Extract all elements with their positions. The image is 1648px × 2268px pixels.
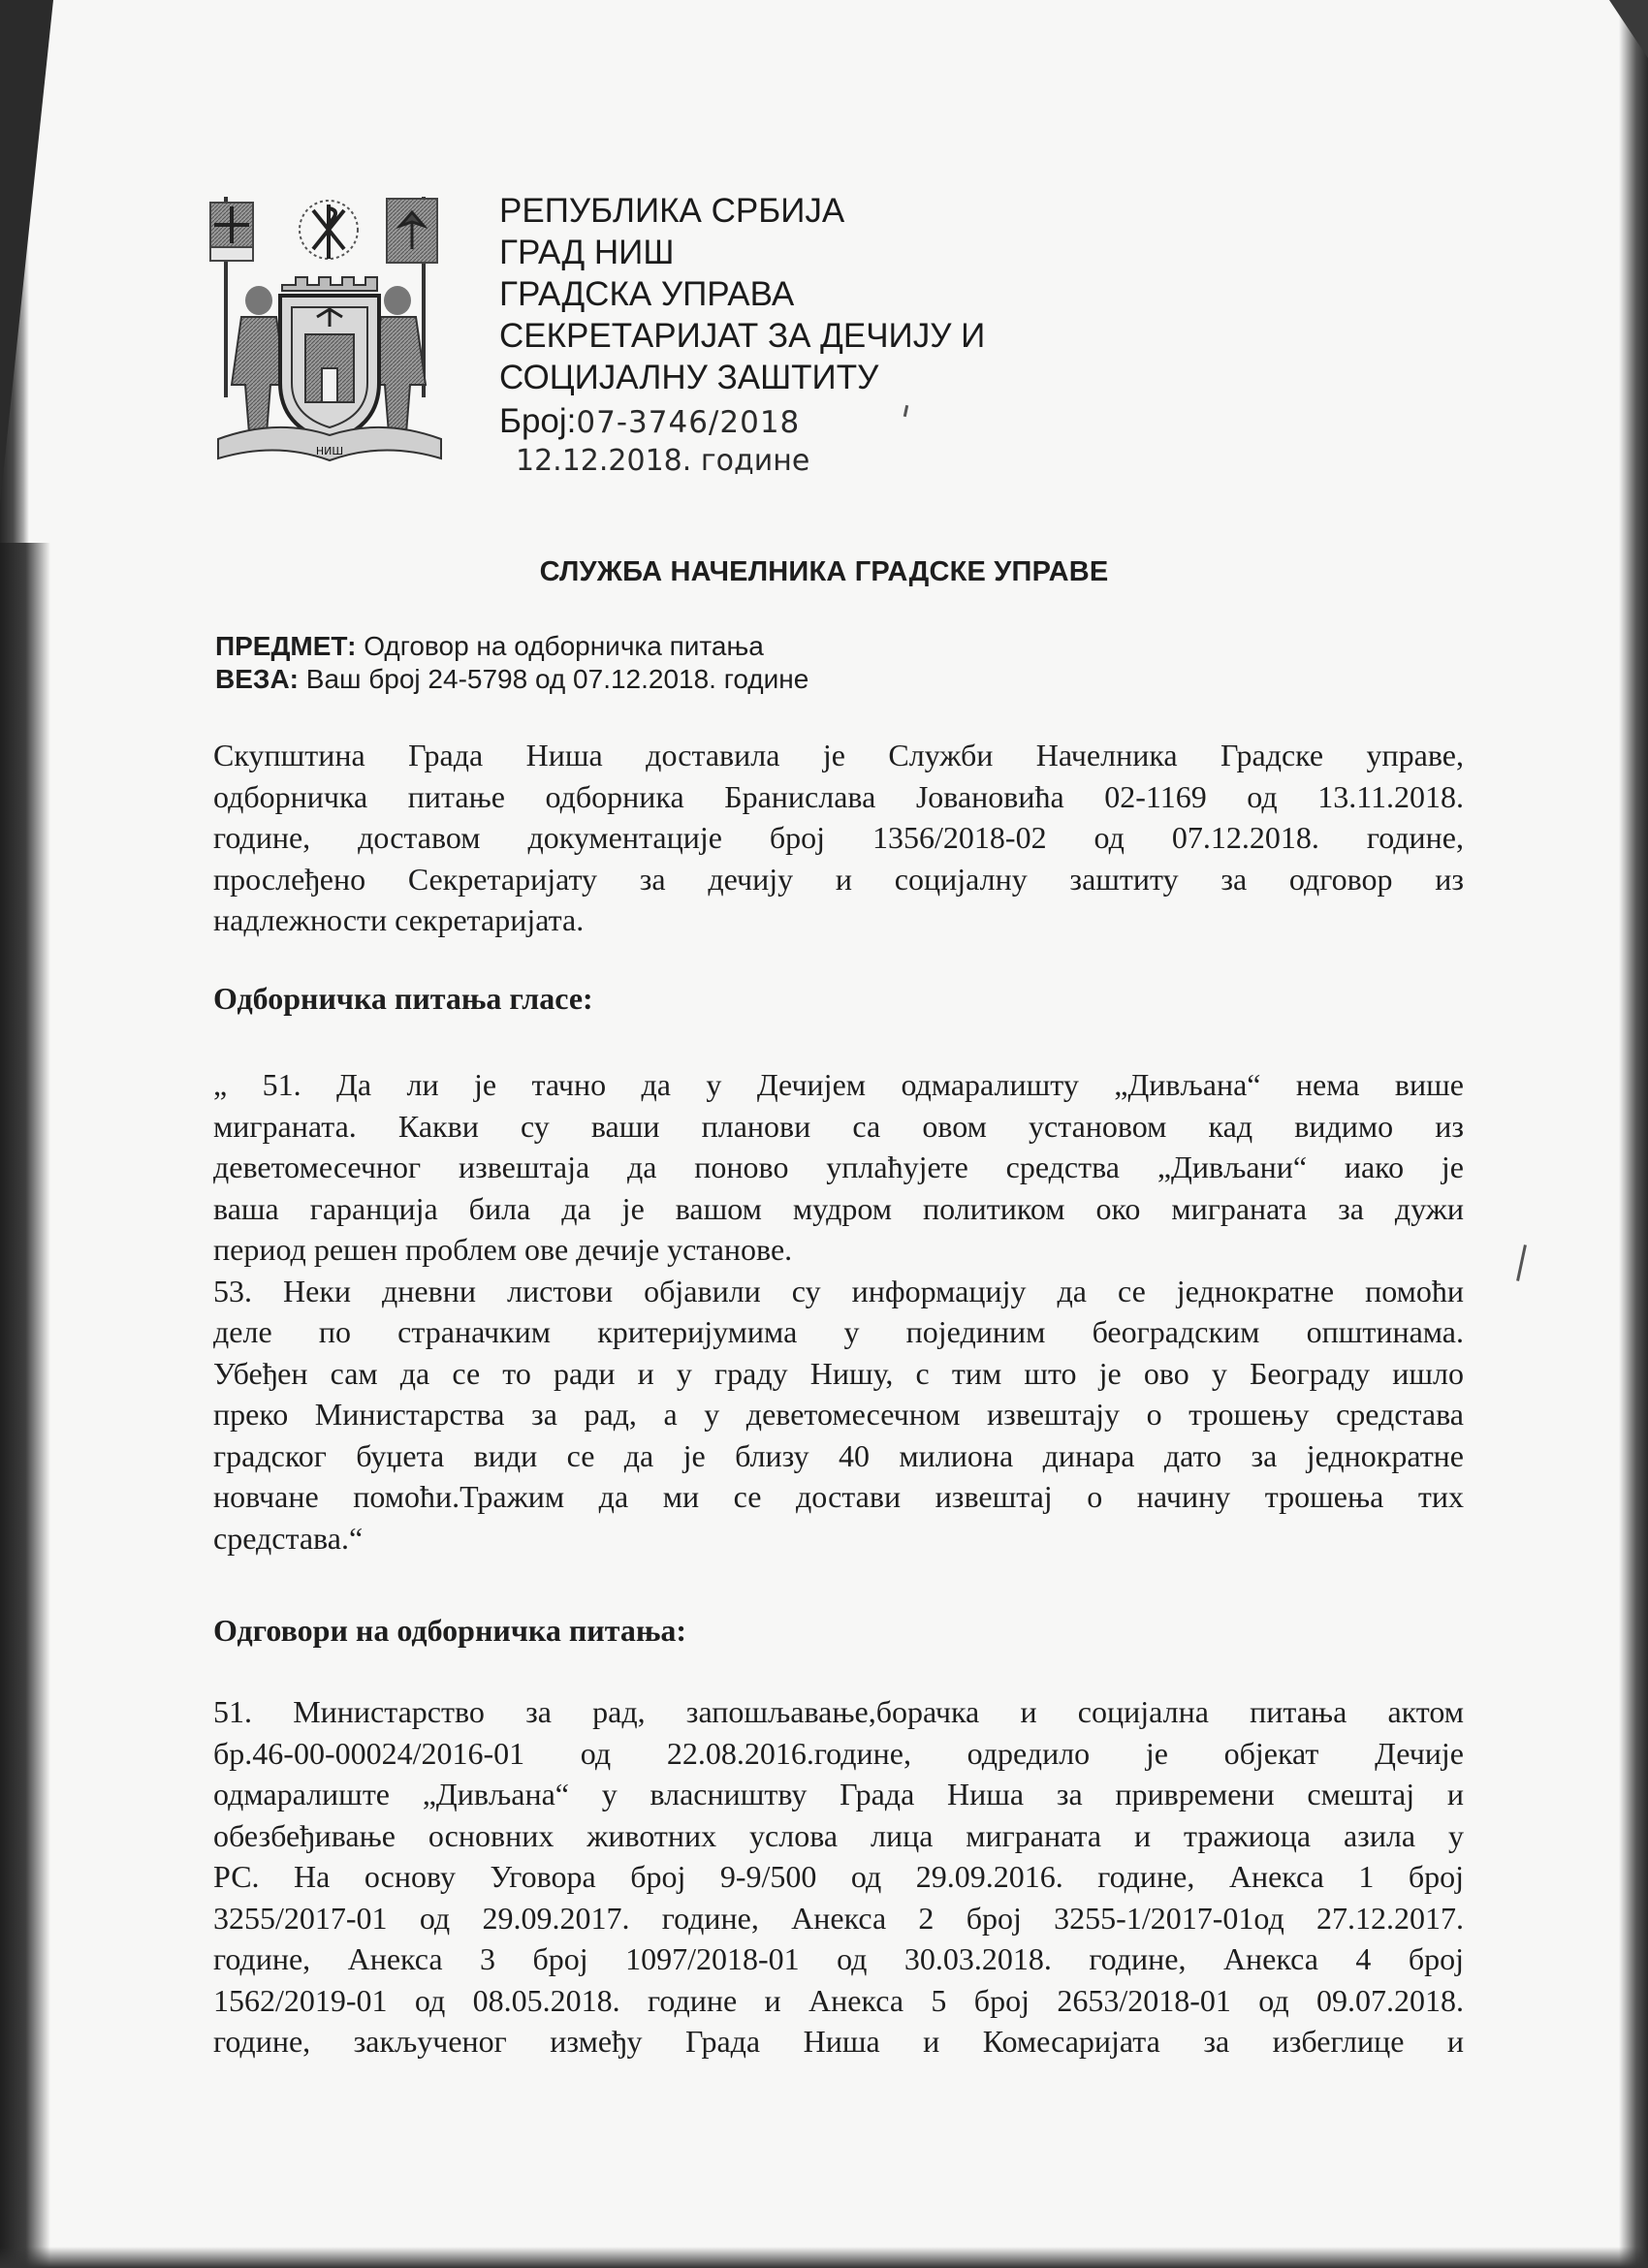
header-line-secretariat-cont: СОЦИЈАЛНУ ЗАШТИТУ bbox=[499, 359, 879, 396]
subject-block bbox=[215, 630, 808, 696]
answer-line: године, Анекса 3 број 1097/2018-01 од 30.03.2018. године, Анекса 4 број bbox=[213, 1941, 1464, 1976]
document-number-value: 07-3746/2018 bbox=[576, 405, 801, 440]
question-line: 53. Неки дневни листови објавили су информацију да се једнократне помоћи bbox=[213, 1273, 1464, 1308]
document-number-label: Број: bbox=[499, 402, 577, 440]
intro-line: Скупштина Града Ниша доставила је Служби Начелника Градске управе, bbox=[213, 738, 1464, 772]
question-line: градског буџета види се да је близу 40 милиона динара дато за једнократне bbox=[213, 1437, 1464, 1473]
scan-corner-shadow-right bbox=[1609, 0, 1648, 58]
answer-line: 3255/2017-01 од 29.09.2017. године, Анекса 2 број 3255-1/2017-01од 27.12.2017. bbox=[213, 1900, 1464, 1936]
document-date-value: 12.12.2018. bbox=[516, 444, 692, 478]
stray-pen-mark bbox=[1516, 1244, 1527, 1281]
intro-line: прослеђено Секретаријату за дечију и социјалну заштиту за одговор из bbox=[213, 861, 1464, 897]
scan-edge-bottom bbox=[0, 2247, 1648, 2268]
intro-line: године, доставом документације број 1356/2018-02 од 07.12.2018. године, bbox=[213, 820, 1464, 855]
question-line: миграната. Какви су ваши планови са овом установом кад видимо из bbox=[213, 1108, 1464, 1144]
crest-banner-text: НИШ bbox=[315, 445, 344, 457]
reference-line bbox=[215, 663, 808, 696]
answer-line: одмаралиште „Дивљана“ у власништву Града Ниша за привремени смештај и bbox=[213, 1777, 1464, 1811]
answer-line: 51. Министарство за рад, запошљавање,борачка и социјална питања актом bbox=[213, 1694, 1464, 1729]
reference-label: ВЕЗА: bbox=[215, 664, 299, 694]
intro-line: надлежности секретаријата. bbox=[213, 902, 585, 937]
addressee-title: СЛУЖБА НАЧЕЛНИКА ГРАДСКЕ УПРАВЕ bbox=[539, 556, 1109, 587]
subject-line bbox=[215, 630, 808, 663]
intro-paragraph bbox=[213, 735, 1464, 941]
institution-header bbox=[499, 190, 1081, 398]
question-line: ваша гаранција била да је вашом мудром политиком око миграната за дужи bbox=[213, 1190, 1464, 1226]
question-line: деле по страначким критеријумима у појединим београдским општинама. bbox=[213, 1314, 1464, 1349]
scan-edge-left-lower bbox=[0, 543, 50, 2268]
answer-line: обезбеђивање основних животних услова лица миграната и тражиоца азила у bbox=[213, 1817, 1464, 1853]
answers-heading: Одговори на одборничка питања: bbox=[213, 1613, 686, 1648]
questions-heading: Одборничка питања гласе: bbox=[213, 981, 593, 1016]
scan-edge-right bbox=[1619, 0, 1648, 2268]
question-line: преко Министарства за рад, а у деветомесечном извештају о трошењу средстава bbox=[213, 1397, 1464, 1432]
question-line: „ 51. Да ли је тачно да у Дечијем одмаралишту „Дивљана“ нема више bbox=[213, 1067, 1464, 1102]
question-line: деветомесечног извештаја да поново уплаћујете средства „Дивљани“ иако је bbox=[213, 1150, 1464, 1184]
header-line-secretariat: СЕКРЕТАРИЈАТ ЗА ДЕЧИЈУ И bbox=[499, 317, 986, 355]
answer-line: 1562/2019-01 од 08.05.2018. године и Анекса 5 број 2653/2018-01 од 09.07.2018. bbox=[213, 1982, 1464, 2018]
stray-pen-mark bbox=[903, 405, 908, 417]
intro-line: одборничка питање одборника Бранислава Јовановића 02-1169 од 13.11.2018. bbox=[213, 778, 1464, 814]
subject-label: ПРЕДМЕТ: bbox=[215, 631, 357, 661]
answer-line: бр.46-00-00024/2016-01 од 22.08.2016.године, одредило је објекат Дечије bbox=[213, 1735, 1464, 1771]
reference-value: Ваш број 24-5798 од 07.12.2018. године bbox=[298, 664, 809, 694]
answers-paragraph bbox=[213, 1691, 1464, 2063]
header-line-administration: ГРАДСКА УПРАВА bbox=[499, 275, 795, 313]
city-coat-of-arms-logo bbox=[199, 189, 460, 465]
subject-value: Одговор на одборничка питања bbox=[356, 631, 764, 661]
header-line-city: ГРАД НИШ bbox=[499, 234, 675, 271]
questions-paragraph bbox=[213, 1064, 1464, 1559]
scan-corner-shadow bbox=[0, 0, 53, 504]
answer-line: године, закљученог између Града Ниша и Комесаријата за избеглице и bbox=[213, 2024, 1464, 2059]
answer-line: РС. На основу Уговора број 9-9/500 од 29.09.2016. године, Анекса 1 број bbox=[213, 1859, 1464, 1894]
question-line: период решен проблем ове дечије установе. bbox=[213, 1232, 793, 1267]
document-date-suffix: године bbox=[700, 444, 810, 478]
document-number bbox=[499, 402, 800, 441]
question-line: Убеђен сам да се то ради и у граду Нишу, с тим што је ово у Београду ишло bbox=[213, 1355, 1464, 1391]
question-line: средстава.“ bbox=[213, 1520, 364, 1556]
document-date bbox=[516, 444, 809, 478]
header-line-republic: РЕПУБЛИКА СРБИЈА bbox=[499, 192, 845, 230]
question-line: новчане помоћи.Тражим да ми се достави извештај о начину трошења тих bbox=[213, 1479, 1464, 1514]
